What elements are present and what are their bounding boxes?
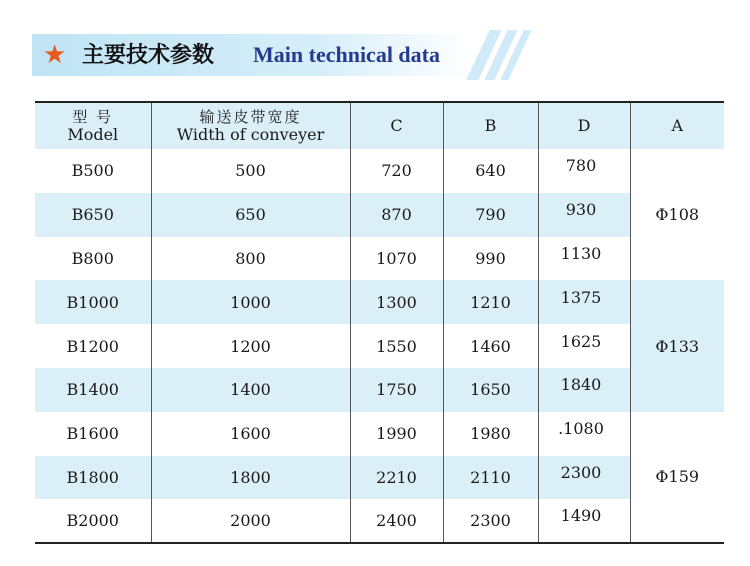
cell-model: B2000 — [66, 511, 119, 531]
header-a: A — [630, 102, 724, 149]
header-width — [151, 102, 350, 149]
cell-model: B500 — [71, 161, 114, 181]
table-row — [35, 149, 724, 193]
cell-b: 2110 — [443, 456, 538, 500]
cell-c: 1750 — [350, 368, 443, 412]
cell-model: B1200 — [66, 336, 119, 356]
table-row — [35, 456, 724, 500]
cell-c: 1300 — [350, 280, 443, 324]
cell-d — [538, 368, 630, 412]
cell-b: 990 — [443, 237, 538, 281]
header-b: B — [443, 102, 538, 149]
cell-d — [538, 499, 630, 543]
cell-c: 2210 — [350, 456, 443, 500]
cell-width: 2000 — [151, 499, 350, 543]
cell-b: 1210 — [443, 280, 538, 324]
table-row — [35, 324, 724, 368]
cell-width: 650 — [151, 193, 350, 237]
header-d: D — [538, 102, 630, 149]
cell-d-value: 1375 — [560, 287, 602, 307]
cell-model: B650 — [71, 205, 114, 225]
table-row — [35, 412, 724, 456]
cell-width: 1600 — [151, 412, 350, 456]
cell-d — [538, 193, 630, 237]
cell-c: 870 — [350, 193, 443, 237]
header-width-cn: 输送皮带宽度 — [199, 108, 302, 126]
cell-c: 1070 — [350, 237, 443, 281]
cell-model: B800 — [71, 248, 114, 268]
cell-width: 800 — [151, 237, 350, 281]
cell-d — [538, 280, 630, 324]
cell-width: 1800 — [151, 456, 350, 500]
cell-d — [538, 149, 630, 193]
cell-width: 1000 — [151, 280, 350, 324]
cell-d-value: .1080 — [558, 419, 604, 439]
star-icon: ★ — [43, 40, 67, 70]
table-header-row — [35, 102, 724, 149]
table-row — [35, 237, 724, 281]
cell-d — [538, 237, 630, 281]
cell-d — [538, 412, 630, 456]
cell-a-group: Φ108 — [630, 149, 724, 280]
table-row — [35, 280, 724, 324]
cell-c: 2400 — [350, 499, 443, 543]
header-width-en: Width of conveyer — [176, 125, 325, 144]
cell-model: B1600 — [66, 424, 119, 444]
cell-d-value: 1130 — [560, 243, 602, 263]
cell-model: B1000 — [66, 292, 119, 312]
cell-b: 1460 — [443, 324, 538, 368]
cell-width: 1400 — [151, 368, 350, 412]
header-c: C — [350, 102, 443, 149]
table-row — [35, 368, 724, 412]
header-model — [35, 102, 151, 149]
cell-c: 1550 — [350, 324, 443, 368]
table-row — [35, 193, 724, 237]
cell-d — [538, 324, 630, 368]
cell-b: 640 — [443, 149, 538, 193]
heading-title-en: Main technical data — [253, 42, 440, 67]
table-row — [35, 499, 724, 543]
cell-d-value: 780 — [565, 156, 597, 176]
cell-c: 720 — [350, 149, 443, 193]
technical-data-table — [35, 101, 724, 544]
header-model-cn: 型 号 — [72, 108, 114, 126]
cell-width: 1200 — [151, 324, 350, 368]
cell-b: 2300 — [443, 499, 538, 543]
heading-title-cn: 主要技术参数 — [82, 43, 215, 68]
cell-d-value: 2300 — [560, 462, 602, 482]
cell-d-value: 1625 — [560, 331, 602, 351]
cell-model: B1400 — [66, 380, 119, 400]
cell-d-value: 1840 — [560, 375, 602, 395]
cell-b: 790 — [443, 193, 538, 237]
cell-model: B1800 — [66, 467, 119, 487]
cell-d-value: 930 — [565, 200, 597, 220]
cell-b: 1650 — [443, 368, 538, 412]
header-model-en: Model — [67, 125, 119, 144]
cell-d-value: 1490 — [560, 506, 602, 526]
cell-a-group: Φ159 — [630, 412, 724, 543]
cell-a-group: Φ133 — [630, 280, 724, 411]
cell-b: 1980 — [443, 412, 538, 456]
cell-d — [538, 456, 630, 500]
cell-c: 1990 — [350, 412, 443, 456]
cell-width: 500 — [151, 149, 350, 193]
